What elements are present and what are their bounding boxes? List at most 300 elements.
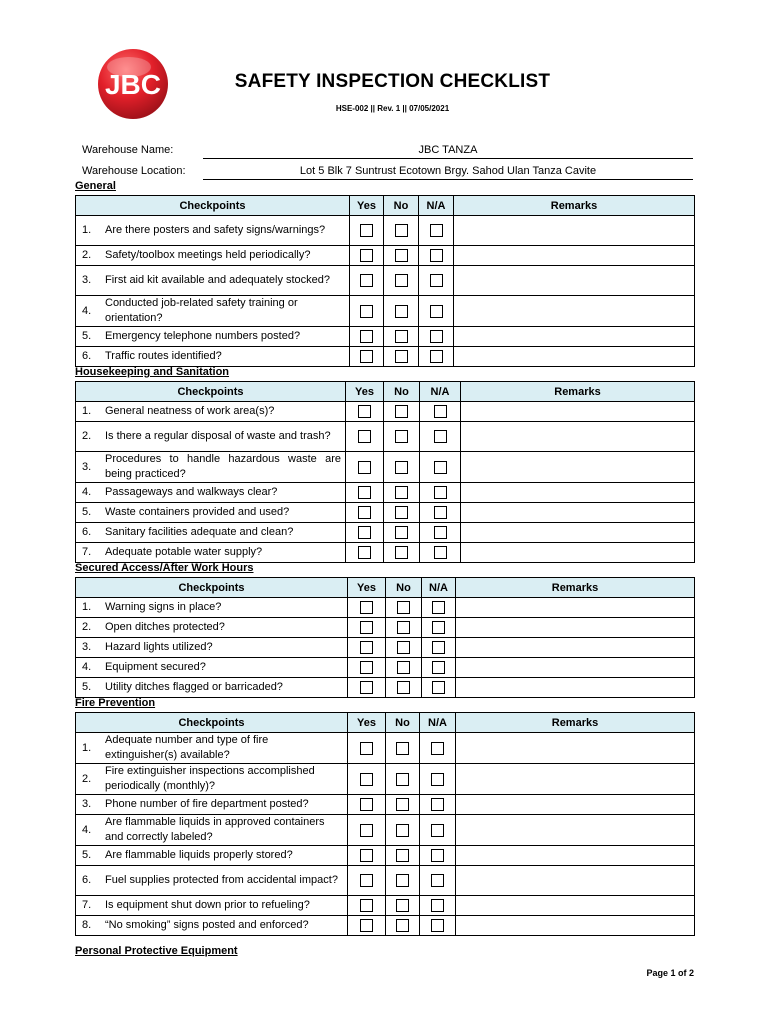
table-row [76,216,695,246]
no-cell [386,866,420,896]
no-cell [384,503,420,523]
column-header-no: No [384,382,420,402]
checkpoint-number: 8. [82,919,92,931]
table-row [76,327,695,347]
checkpoint-cell [76,246,350,266]
column-header-remarks: Remarks [461,382,695,402]
checkpoint-number: 1. [82,405,92,417]
table-row [76,916,695,936]
yes-checkbox[interactable] [360,330,373,343]
checkpoint-text: General neatness of work area(s)? [105,405,275,417]
yes-cell [346,483,384,503]
yes-checkbox[interactable] [360,350,373,363]
na-checkbox[interactable] [430,274,443,287]
no-checkbox[interactable] [395,330,408,343]
checkpoint-cell [76,658,348,678]
no-checkbox[interactable] [395,405,408,418]
checkpoint-cell [76,916,348,936]
na-cell [419,216,454,246]
table-row [76,658,695,678]
no-checkbox[interactable] [397,601,410,614]
na-checkbox[interactable] [434,461,447,474]
table-row [76,422,695,452]
no-checkbox[interactable] [395,546,408,559]
table-row [76,543,695,563]
na-cell [419,266,454,296]
checkpoint-number: 4. [82,486,92,498]
na-cell [419,327,454,347]
checkpoint-cell [76,347,350,367]
checkpoint-text: First aid kit available and adequately stocked? [105,274,331,286]
na-checkbox[interactable] [432,641,445,654]
yes-checkbox[interactable] [358,546,371,559]
yes-cell [350,347,384,367]
na-cell [420,846,456,866]
na-checkbox[interactable] [432,601,445,614]
column-header-yes: Yes [348,578,386,598]
no-cell [384,543,420,563]
yes-cell [346,503,384,523]
remarks-cell[interactable] [461,402,695,422]
yes-cell [350,266,384,296]
na-checkbox[interactable] [431,742,444,755]
column-header-na: N/A [420,382,461,402]
column-header-checkpoints: Checkpoints [76,196,350,216]
remarks-cell[interactable] [456,733,695,764]
no-checkbox[interactable] [397,621,410,634]
yes-cell [348,733,386,764]
checkpoint-text: Conducted job-related safety training or orientation? [105,297,298,324]
document-code: HSE-002 || Rev. 1 || 07/05/2021 [335,104,450,113]
no-cell [384,327,419,347]
no-cell [384,246,419,266]
no-cell [384,402,420,422]
checkpoint-text: Emergency telephone numbers posted? [105,330,301,342]
column-header-no: No [386,578,422,598]
column-header-checkpoints: Checkpoints [76,578,348,598]
no-cell [386,678,422,698]
no-checkbox[interactable] [395,486,408,499]
remarks-cell[interactable] [456,795,695,815]
yes-cell [348,598,386,618]
column-header-na: N/A [422,578,456,598]
no-checkbox[interactable] [395,350,408,363]
column-header-na: N/A [419,196,454,216]
jbc-logo [96,47,170,121]
checkpoint-text: Is there a regular disposal of waste and trash? [105,430,331,442]
na-checkbox[interactable] [431,773,444,786]
checkpoint-text: Are flammable liquids in approved containers and correctly labeled? [105,816,325,843]
no-checkbox[interactable] [396,798,409,811]
yes-checkbox[interactable] [360,874,373,887]
warehouse-location-label: Warehouse Location: [82,165,186,177]
checkpoint-number: 3. [82,641,92,653]
checkpoint-number: 1. [82,601,92,613]
yes-checkbox[interactable] [360,824,373,837]
yes-cell [348,846,386,866]
no-checkbox[interactable] [395,506,408,519]
checkpoint-cell [76,543,346,563]
checkpoint-text: Sanitary facilities adequate and clean? [105,526,294,538]
no-checkbox[interactable] [395,249,408,262]
na-checkbox[interactable] [431,849,444,862]
na-cell [419,296,454,327]
table-row [76,598,695,618]
table-row [76,764,695,795]
yes-cell [350,216,384,246]
checkpoint-cell [76,846,348,866]
checkpoint-text: Open ditches protected? [105,621,225,633]
no-cell [386,896,420,916]
yes-checkbox[interactable] [358,526,371,539]
table-row [76,503,695,523]
no-cell [384,266,419,296]
na-checkbox[interactable] [432,681,445,694]
checkpoint-cell [76,815,348,846]
section-title-secured-access-after-work-hours: Secured Access/After Work Hours [75,562,254,574]
checkpoint-text: Procedures to handle hazardous waste are being practiced? [105,453,341,480]
no-checkbox[interactable] [395,430,408,443]
no-checkbox[interactable] [396,919,409,932]
table-row [76,246,695,266]
yes-checkbox[interactable] [360,899,373,912]
checkpoint-cell [76,503,346,523]
yes-checkbox[interactable] [360,305,373,318]
na-cell [420,422,461,452]
checkpoint-number: 3. [82,798,92,810]
yes-checkbox[interactable] [360,661,373,674]
checkpoint-text: Is equipment shut down prior to refueling? [105,899,310,911]
na-cell [419,347,454,367]
remarks-cell[interactable] [456,846,695,866]
no-checkbox[interactable] [396,742,409,755]
yes-cell [346,543,384,563]
checkpoint-number: 3. [82,460,92,473]
no-cell [386,598,422,618]
na-cell [422,658,456,678]
na-checkbox[interactable] [431,824,444,837]
checkpoint-text: Fuel supplies protected from accidental impact? [105,874,338,886]
no-checkbox[interactable] [395,274,408,287]
yes-cell [348,896,386,916]
yes-checkbox[interactable] [360,919,373,932]
na-checkbox[interactable] [432,661,445,674]
na-cell [420,795,456,815]
remarks-cell[interactable] [461,422,695,452]
no-checkbox[interactable] [395,461,408,474]
section-title-general: General [75,180,116,192]
checkpoint-number: 2. [82,430,92,442]
no-cell [386,916,420,936]
table-row [76,896,695,916]
section-title-housekeeping-and-sanitation: Housekeeping and Sanitation [75,366,230,378]
column-header-yes: Yes [346,382,384,402]
checkpoint-text: Safety/toolbox meetings held periodically? [105,249,311,261]
yes-checkbox[interactable] [358,461,371,474]
table-row [76,795,695,815]
yes-cell [346,402,384,422]
remarks-cell[interactable] [461,452,695,483]
remarks-cell[interactable] [461,503,695,523]
no-checkbox[interactable] [395,305,408,318]
na-cell [420,815,456,846]
column-header-remarks: Remarks [454,196,695,216]
table-row [76,815,695,846]
yes-checkbox[interactable] [358,430,371,443]
table-row [76,266,695,296]
na-checkbox[interactable] [430,330,443,343]
remarks-cell[interactable] [456,658,695,678]
remarks-cell[interactable] [456,638,695,658]
yes-checkbox[interactable] [360,224,373,237]
no-checkbox[interactable] [396,849,409,862]
yes-checkbox[interactable] [360,798,373,811]
checkpoint-number: 6. [82,526,92,538]
yes-cell [348,815,386,846]
checkpoint-text: Equipment secured? [105,661,206,673]
na-checkbox[interactable] [434,546,447,559]
no-checkbox[interactable] [397,641,410,654]
na-cell [420,733,456,764]
no-cell [384,216,419,246]
yes-cell [346,422,384,452]
no-cell [386,618,422,638]
checkpoint-text: Phone number of fire department posted? [105,798,309,810]
na-checkbox[interactable] [434,405,447,418]
checkpoint-cell [76,866,348,896]
checkpoint-cell [76,523,346,543]
no-cell [384,347,419,367]
remarks-cell[interactable] [456,896,695,916]
warehouse-location-value: Lot 5 Blk 7 Suntrust Ecotown Brgy. Sahod Ulan Tanza Cavite [203,165,693,180]
column-header-remarks: Remarks [456,713,695,733]
no-checkbox[interactable] [397,681,410,694]
no-cell [384,422,420,452]
remarks-cell[interactable] [456,598,695,618]
checkpoint-text: Warning signs in place? [105,601,222,613]
no-checkbox[interactable] [395,224,408,237]
checkpoint-number: 5. [82,681,92,693]
yes-checkbox[interactable] [358,506,371,519]
na-cell [420,402,461,422]
na-checkbox[interactable] [431,798,444,811]
no-checkbox[interactable] [396,899,409,912]
table-row [76,618,695,638]
remarks-cell[interactable] [461,483,695,503]
table-row [76,347,695,367]
remarks-cell[interactable] [456,916,695,936]
remarks-cell[interactable] [454,296,695,327]
warehouse-name-value: JBC TANZA [203,144,693,159]
yes-cell [348,916,386,936]
column-header-checkpoints: Checkpoints [76,713,348,733]
checkpoint-number: 5. [82,330,92,342]
na-checkbox[interactable] [430,350,443,363]
checkpoint-text: “No smoking” signs posted and enforced? [105,919,309,931]
na-cell [420,503,461,523]
table-row [76,638,695,658]
checkpoint-text: Waste containers provided and used? [105,506,290,518]
checkpoint-number: 4. [82,823,92,836]
checkpoint-number: 5. [82,849,92,861]
no-cell [386,815,420,846]
checkpoint-cell [76,598,348,618]
no-checkbox[interactable] [396,874,409,887]
checkpoint-number: 2. [82,772,92,785]
na-checkbox[interactable] [431,874,444,887]
checklist-table-fire-prevention [75,712,695,936]
no-checkbox[interactable] [395,526,408,539]
checkpoint-cell [76,402,346,422]
na-checkbox[interactable] [431,919,444,932]
warehouse-name-label: Warehouse Name: [82,144,174,156]
checkpoint-text: Fire extinguisher inspections accomplished periodically (monthly)? [105,765,315,792]
remarks-cell[interactable] [454,347,695,367]
no-cell [386,795,420,815]
yes-checkbox[interactable] [360,742,373,755]
na-checkbox[interactable] [432,621,445,634]
checkpoint-cell [76,296,350,327]
remarks-cell[interactable] [461,543,695,563]
checkpoint-cell [76,618,348,638]
checkpoint-text: Adequate number and type of fire extinguisher(s) available? [105,734,269,761]
table-row [76,402,695,422]
na-checkbox[interactable] [430,224,443,237]
checkpoint-number: 5. [82,506,92,518]
na-cell [419,246,454,266]
yes-cell [350,296,384,327]
no-cell [384,452,420,483]
yes-checkbox[interactable] [360,641,373,654]
yes-checkbox[interactable] [358,486,371,499]
checkpoint-number: 6. [82,350,92,362]
column-header-na: N/A [420,713,456,733]
section-title-personal-protective-equipment: Personal Protective Equipment [75,945,238,957]
na-checkbox[interactable] [434,486,447,499]
yes-cell [348,618,386,638]
remarks-cell[interactable] [456,815,695,846]
yes-checkbox[interactable] [360,274,373,287]
column-header-yes: Yes [348,713,386,733]
remarks-cell[interactable] [456,678,695,698]
yes-checkbox[interactable] [360,773,373,786]
remarks-cell[interactable] [454,246,695,266]
column-header-no: No [386,713,420,733]
no-checkbox[interactable] [397,661,410,674]
checkpoint-number: 6. [82,874,92,886]
no-cell [386,846,420,866]
checkpoint-cell [76,733,348,764]
yes-cell [348,764,386,795]
section-title-fire-prevention: Fire Prevention [75,697,156,709]
na-checkbox[interactable] [434,506,447,519]
checkpoint-text: Utility ditches flagged or barricaded? [105,681,283,693]
na-cell [422,598,456,618]
table-row [76,866,695,896]
table-row [76,523,695,543]
checkpoint-cell [76,422,346,452]
table-row [76,296,695,327]
column-header-yes: Yes [350,196,384,216]
checkpoint-cell [76,216,350,246]
yes-checkbox[interactable] [360,249,373,262]
checklist-table-general [75,195,695,367]
yes-cell [348,678,386,698]
na-checkbox[interactable] [431,899,444,912]
yes-checkbox[interactable] [360,621,373,634]
yes-cell [350,246,384,266]
checkpoint-cell [76,795,348,815]
no-cell [386,658,422,678]
checkpoint-number: 7. [82,899,92,911]
checkpoint-number: 7. [82,546,92,558]
na-checkbox[interactable] [434,526,447,539]
checklist-table-housekeeping-and-sanitation [75,381,695,563]
checkpoint-text: Are flammable liquids properly stored? [105,849,293,861]
na-cell [420,452,461,483]
no-checkbox[interactable] [396,773,409,786]
no-cell [386,638,422,658]
remarks-cell[interactable] [454,266,695,296]
svg-text:JBC: JBC [104,69,162,100]
yes-cell [346,523,384,543]
checkpoint-text: Hazard lights utilized? [105,641,213,653]
yes-checkbox[interactable] [360,681,373,694]
yes-checkbox[interactable] [358,405,371,418]
checkpoint-text: Are there posters and safety signs/warnings? [105,224,326,236]
document-title: SAFETY INSPECTION CHECKLIST [234,71,551,92]
no-cell [384,296,419,327]
remarks-cell[interactable] [456,764,695,795]
remarks-cell[interactable] [456,866,695,896]
remarks-cell[interactable] [461,523,695,543]
checkpoint-number: 1. [82,741,92,754]
checkpoint-cell [76,266,350,296]
table-row [76,452,695,483]
column-header-remarks: Remarks [456,578,695,598]
no-checkbox[interactable] [396,824,409,837]
remarks-cell[interactable] [454,216,695,246]
na-cell [420,483,461,503]
checkpoint-cell [76,678,348,698]
checkpoint-number: 2. [82,249,92,261]
yes-cell [348,795,386,815]
na-checkbox[interactable] [430,249,443,262]
na-cell [422,618,456,638]
remarks-cell[interactable] [454,327,695,347]
yes-checkbox[interactable] [360,849,373,862]
checkpoint-number: 4. [82,304,92,317]
yes-cell [346,452,384,483]
page-number: Page 1 of 2 [646,968,694,978]
no-cell [386,733,420,764]
column-header-checkpoints: Checkpoints [76,382,346,402]
na-cell [422,638,456,658]
na-cell [420,523,461,543]
table-row [76,846,695,866]
na-cell [420,764,456,795]
checkpoint-text: Adequate potable water supply? [105,546,263,558]
remarks-cell[interactable] [456,618,695,638]
checkpoint-number: 1. [82,224,92,236]
na-checkbox[interactable] [430,305,443,318]
na-cell [420,866,456,896]
table-row [76,678,695,698]
na-checkbox[interactable] [434,430,447,443]
yes-cell [348,638,386,658]
checkpoint-cell [76,896,348,916]
yes-checkbox[interactable] [360,601,373,614]
